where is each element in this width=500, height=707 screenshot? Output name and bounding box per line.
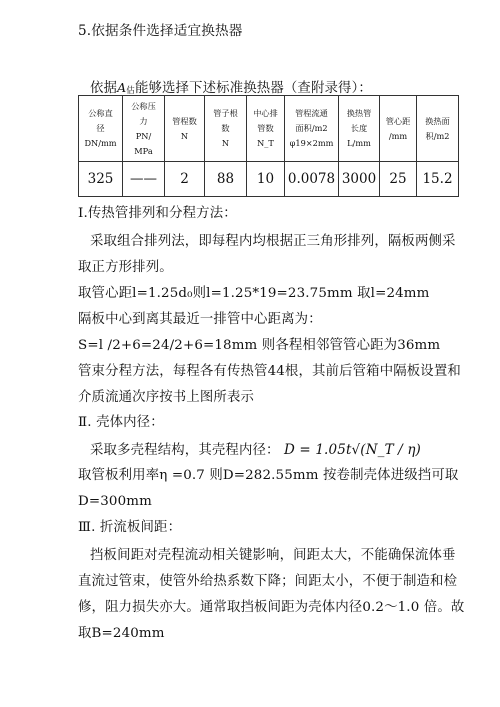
value-cell: 325 bbox=[79, 162, 123, 197]
section-title: 5.依据条件选择适宜换热器 bbox=[78, 23, 243, 39]
value-cell: 88 bbox=[205, 162, 247, 197]
paragraph-line: 管束分程方法，每程各有传热管44根，其前后管箱中隔板设置和 bbox=[78, 364, 461, 379]
table-header-row bbox=[79, 96, 459, 162]
area-symbol: A bbox=[117, 80, 127, 95]
paragraph-line: 隔板中心到离其最近一排管中心距离为： bbox=[78, 312, 322, 327]
value-cell: —— bbox=[123, 162, 165, 197]
paragraph-line: 取管心距l=1.25d₀则l=1.25*19=23.75mm 取l=24mm bbox=[78, 286, 430, 301]
header-cell: 管程数 N bbox=[165, 96, 205, 162]
paragraph-line: 取B=240mm bbox=[78, 626, 165, 641]
header-cell: 公称直 径 DN/mm bbox=[79, 96, 123, 162]
formula-intro-text: 采取多壳程结构，其壳程内径： bbox=[90, 443, 280, 458]
section-2-title: Ⅱ. 壳体内径： bbox=[78, 415, 164, 430]
section-1-title: Ⅰ.传热管排列和分程方法： bbox=[78, 206, 237, 221]
paragraph-line: 取正方形排列。 bbox=[78, 260, 173, 275]
value-cell: 15.2 bbox=[417, 162, 459, 197]
section-3-title: Ⅲ. 折流板间距： bbox=[78, 520, 182, 535]
paragraph-line: 介质流通次序按书上图所表示 bbox=[78, 390, 255, 405]
header-cell: 公称压 力 PN/ MPa bbox=[123, 96, 165, 162]
formula-line bbox=[90, 441, 421, 460]
header-cell: 换热管 长度 L/mm bbox=[339, 96, 380, 162]
paragraph-line: 挡板间距对壳程流动相关键影响，间距太大，不能确保流体垂 bbox=[90, 548, 456, 563]
value-cell: 0.0078 bbox=[285, 162, 339, 197]
value-cell: 3000 bbox=[339, 162, 380, 197]
paragraph-line: 直流过管束，使管外给热系数下降；间距太小，不便于制造和检 bbox=[78, 574, 458, 589]
area-symbol-subscript: 估 bbox=[126, 86, 135, 96]
paragraph-line: D=300mm bbox=[78, 494, 152, 509]
paragraph-line: 取管板利用率η =0.7 则D=282.55mm 按卷制壳体进级挡可取 bbox=[78, 468, 459, 483]
value-cell: 10 bbox=[247, 162, 285, 197]
value-cell: 2 bbox=[165, 162, 205, 197]
paragraph-line: S=l /2+6=24/2+6=18mm 则各程相邻管管心距为36mm bbox=[78, 338, 441, 353]
header-cell: 中心排 管数 N_T bbox=[247, 96, 285, 162]
intro-prefix: 依据 bbox=[90, 81, 118, 96]
intro-suffix: 能够选择下述标准换热器（查附录得）： bbox=[134, 81, 372, 96]
value-cell: 25 bbox=[380, 162, 417, 197]
header-cell: 管程流通 面积/m2 φ19×2mm bbox=[285, 96, 339, 162]
paragraph-line: 修，阻力损失亦大。通常取挡板间距为壳体内径0.2～1.0 倍。故 bbox=[78, 600, 465, 615]
header-cell: 管子根 数 N bbox=[205, 96, 247, 162]
paragraph-line: 采取组合排列法，即每程内均根据正三角形排列，隔板两侧采 bbox=[90, 234, 456, 249]
exchanger-spec-table bbox=[78, 95, 459, 197]
table-row bbox=[79, 162, 459, 197]
header-cell: 换热面 积/m2 bbox=[417, 96, 459, 162]
header-cell: 管心距 /mm bbox=[380, 96, 417, 162]
shell-diameter-formula: D = 1.05t√(N_T / η) bbox=[284, 442, 421, 458]
